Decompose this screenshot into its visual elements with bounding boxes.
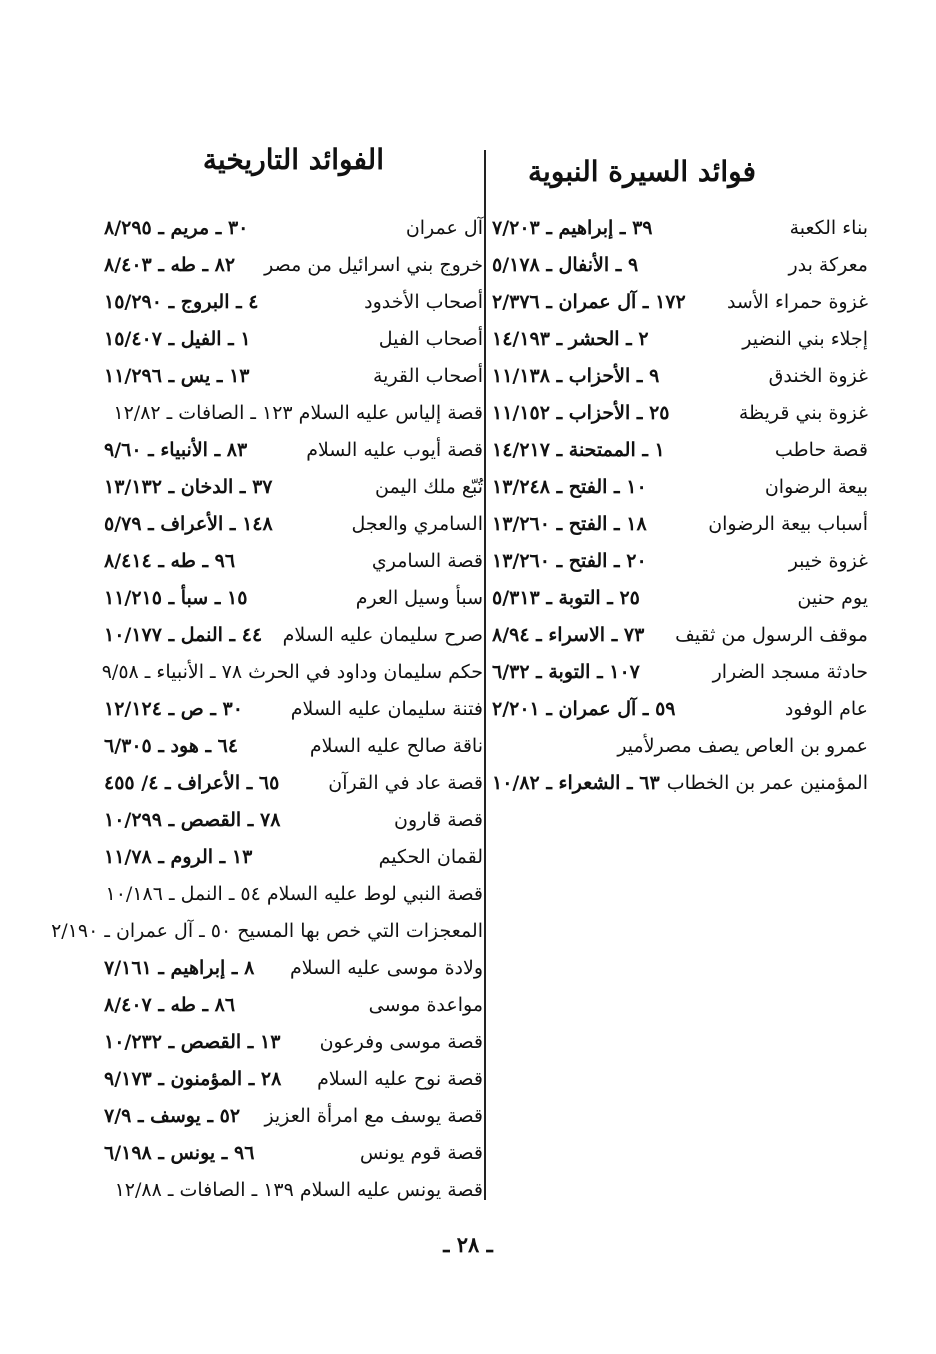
list-item <box>100 284 483 321</box>
item-title: قصة إلياس عليه السلام ١٢٣ ـ الصافات ـ ١٢/٨٢ <box>113 402 483 424</box>
item-title: غزوة بني قريظة <box>738 402 868 424</box>
item-title: قصة قارون <box>394 809 483 831</box>
item-reference: ٦٥ ـ الأعراف ـ ٤/ ٤٥٥ <box>104 772 280 794</box>
item-title: صرح سليمان عليه السلام <box>282 624 483 646</box>
list-item <box>100 580 483 617</box>
item-title: ناقة صالح عليه السلام <box>309 735 483 757</box>
item-title: غزوة خيبر <box>788 550 868 572</box>
item-reference: ٢٥ ـ الأحزاب ـ ١١/١٥٢ <box>492 402 670 424</box>
item-title: أصحاب الأخدود <box>364 291 483 313</box>
list-item <box>488 691 868 728</box>
item-reference: ١ ـ الفيل ـ ١٥/٤٠٧ <box>104 328 251 350</box>
item-title: إجلاء بني النضير <box>742 328 868 350</box>
list-item <box>488 321 868 358</box>
item-reference: ٩٦ ـ طه ـ ٨/٤١٤ <box>104 550 236 572</box>
list-item <box>100 802 483 839</box>
item-reference: ٢ ـ الحشر ـ ١٤/١٩٣ <box>492 328 649 350</box>
list-item <box>100 617 483 654</box>
list-item <box>100 395 483 432</box>
list-item <box>100 728 483 765</box>
list-item <box>488 506 868 543</box>
item-reference: ١٣ ـ الروم ـ ١١/٧٨ <box>104 846 253 868</box>
list-item <box>100 543 483 580</box>
item-reference: ٥٩ ـ آل عمران ـ ٢/٢٠١ <box>492 698 676 720</box>
item-title: أصحاب القرية <box>372 365 483 387</box>
item-title: معركة بدر <box>788 254 868 276</box>
list-item <box>488 728 868 765</box>
item-reference: ٣٠ ـ ص ـ ١٢/١٢٤ <box>104 698 243 720</box>
list-item <box>488 432 868 469</box>
list-item <box>100 876 483 913</box>
item-reference: ١٧٢ ـ آل عمران ـ ٢/٣٧٦ <box>492 291 686 313</box>
item-title: قصة يونس عليه السلام ١٣٩ ـ الصافات ـ ١٢/٨٨ <box>114 1179 483 1201</box>
list-item <box>100 247 483 284</box>
list-item <box>100 210 483 247</box>
item-title: ولادة موسى عليه السلام <box>290 957 483 979</box>
item-reference: ٢٥ ـ التوبة ـ ٥/٣١٣ <box>492 587 640 609</box>
list-item <box>488 395 868 432</box>
list-item <box>100 987 483 1024</box>
list-item <box>100 1135 483 1172</box>
list-item <box>100 654 483 691</box>
list-item <box>488 543 868 580</box>
list-item <box>100 1061 483 1098</box>
page-number: ـ ٢٨ ـ <box>443 1232 493 1257</box>
item-reference: ٨٣ ـ الأنبياء ـ ٩/٦٠ <box>104 439 248 461</box>
item-title: خروج بني اسرائيل من مصر <box>264 254 483 276</box>
item-title: حادثة مسجد الضرار <box>712 661 868 683</box>
item-reference: ٢٨ ـ المؤمنون ـ ٩/١٧٣ <box>104 1068 282 1090</box>
item-reference: ١٠٧ ـ التوبة ـ ٦/٣٢ <box>492 661 640 683</box>
item-reference: ١٥ ـ سبأ ـ ١١/٢١٥ <box>104 587 248 609</box>
item-title: فتنة سليمان عليه السلام <box>290 698 483 720</box>
list-item <box>100 469 483 506</box>
list-item <box>488 210 868 247</box>
item-title: قصة أيوب عليه السلام <box>306 439 483 461</box>
list-item <box>488 247 868 284</box>
item-reference: ٥٢ ـ يوسف ـ ٧/٩ <box>104 1105 241 1127</box>
item-title: عمرو بن العاص يصف مصرلأمير <box>617 735 868 757</box>
list-item <box>100 321 483 358</box>
list-item <box>100 765 483 802</box>
right-column <box>488 210 868 802</box>
item-title: المعجزات التي خص بها المسيح ٥٠ ـ آل عمران ـ ٢/١٩٠ <box>51 920 483 942</box>
list-item <box>100 506 483 543</box>
item-reference: ١٣ ـ القصص ـ ١٠/٢٣٢ <box>104 1031 281 1053</box>
item-reference: ٨ ـ إبراهيم ـ ٧/١٦١ <box>104 957 255 979</box>
item-title: يوم حنين <box>797 587 868 609</box>
item-reference: ٦٣ ـ الشعراء ـ ١٠/٨٢ <box>492 772 660 794</box>
item-reference: ١ ـ الممتحنة ـ ١٤/٢١٧ <box>492 439 665 461</box>
list-item <box>100 358 483 395</box>
heading-prophetic-biography: فوائد السيرة النبوية <box>528 155 756 188</box>
list-item <box>100 691 483 728</box>
item-reference: ٦٤ ـ هود ـ ٦/٣٠٥ <box>104 735 239 757</box>
left-column <box>51 210 483 1209</box>
list-item <box>488 469 868 506</box>
item-reference: ٩٦ ـ يونس ـ ٦/١٩٨ <box>104 1142 255 1164</box>
list-item <box>100 1098 483 1135</box>
list-item <box>488 358 868 395</box>
list-item <box>488 580 868 617</box>
item-reference: ٧٣ ـ الاسراء ـ ٨/٩٤ <box>492 624 645 646</box>
item-title: قصة نوح عليه السلام <box>317 1068 483 1090</box>
item-reference: ٨٢ ـ طه ـ ٨/٤٠٣ <box>104 254 236 276</box>
list-item <box>100 1024 483 1061</box>
item-reference: ٣٠ ـ مريم ـ ٨/٢٩٥ <box>104 217 249 239</box>
list-item <box>488 765 868 802</box>
item-title: بيعة الرضوان <box>764 476 868 498</box>
item-reference: ١٤٨ ـ الأعراف ـ ٥/٧٩ <box>104 513 273 535</box>
item-title: بناء الكعبة <box>789 217 868 239</box>
item-title: سبأ وسيل العرم <box>355 587 483 609</box>
item-title: مواعدة موسى <box>368 994 483 1016</box>
item-reference: ٤٤ ـ النمل ـ ١٠/١٧٧ <box>104 624 263 646</box>
item-title: قصة عاد في القرآن <box>328 772 483 794</box>
item-title: غزوة الخندق <box>768 365 868 387</box>
item-title: آل عمران <box>405 217 483 239</box>
list-item <box>488 654 868 691</box>
item-reference: ٩ ـ الأحزاب ـ ١١/١٣٨ <box>492 365 660 387</box>
list-item <box>488 284 868 321</box>
item-title: قصة النبي لوط عليه السلام ٥٤ ـ النمل ـ ١٠/١٨٦ <box>105 883 483 905</box>
list-item <box>100 839 483 876</box>
item-title: قصة موسى وفرعون <box>319 1031 483 1053</box>
item-title: لقمان الحكيم <box>378 846 483 868</box>
item-reference: ١٨ ـ الفتح ـ ١٣/٢٦٠ <box>492 513 647 535</box>
item-title: غزوة حمراء الأسد <box>726 291 868 313</box>
list-item <box>51 913 483 950</box>
item-title: أسباب بيعة الرضوان <box>708 513 868 535</box>
item-title: أصحاب الفيل <box>378 328 483 350</box>
item-title: السامري والعجل <box>351 513 483 535</box>
item-reference: ٨٦ ـ طه ـ ٨/٤٠٧ <box>104 994 236 1016</box>
item-title: موقف الرسول من ثقيف <box>675 624 868 646</box>
item-reference: ٧٨ ـ القصص ـ ١٠/٢٩٩ <box>104 809 281 831</box>
item-title: قصة السامري <box>371 550 483 572</box>
list-item <box>100 950 483 987</box>
item-title: المؤمنين عمر بن الخطاب <box>666 772 868 794</box>
item-reference: ٢٠ ـ الفتح ـ ١٣/٢٦٠ <box>492 550 647 572</box>
column-divider <box>484 150 486 1200</box>
item-title: قصة يوسف مع امرأة العزيز <box>264 1105 483 1127</box>
item-reference: ٩ ـ الأنفال ـ ٥/١٧٨ <box>492 254 639 276</box>
item-title: عام الوفود <box>784 698 868 720</box>
item-title: حكم سليمان وداود في الحرث ٧٨ ـ الأنبياء ـ ٩/٥٨ <box>101 661 483 683</box>
item-title: تُبّع ملك اليمن <box>375 476 483 498</box>
item-reference: ٣٧ ـ الدخان ـ ١٣/١٣٢ <box>104 476 273 498</box>
item-title: قصة قوم يونس <box>359 1142 483 1164</box>
item-reference: ٤ ـ البروج ـ ١٥/٢٩٠ <box>104 291 259 313</box>
list-item <box>100 432 483 469</box>
list-item <box>488 617 868 654</box>
item-title: قصة حاطب <box>774 439 868 461</box>
item-reference: ١٠ ـ الفتح ـ ١٣/٢٤٨ <box>492 476 647 498</box>
list-item <box>100 1172 483 1209</box>
item-reference: ١٣ ـ يس ـ ١١/٢٩٦ <box>104 365 250 387</box>
item-reference: ٣٩ ـ إبراهيم ـ ٧/٢٠٣ <box>492 217 653 239</box>
heading-historical-lessons: الفوائد التاريخية <box>202 143 384 176</box>
